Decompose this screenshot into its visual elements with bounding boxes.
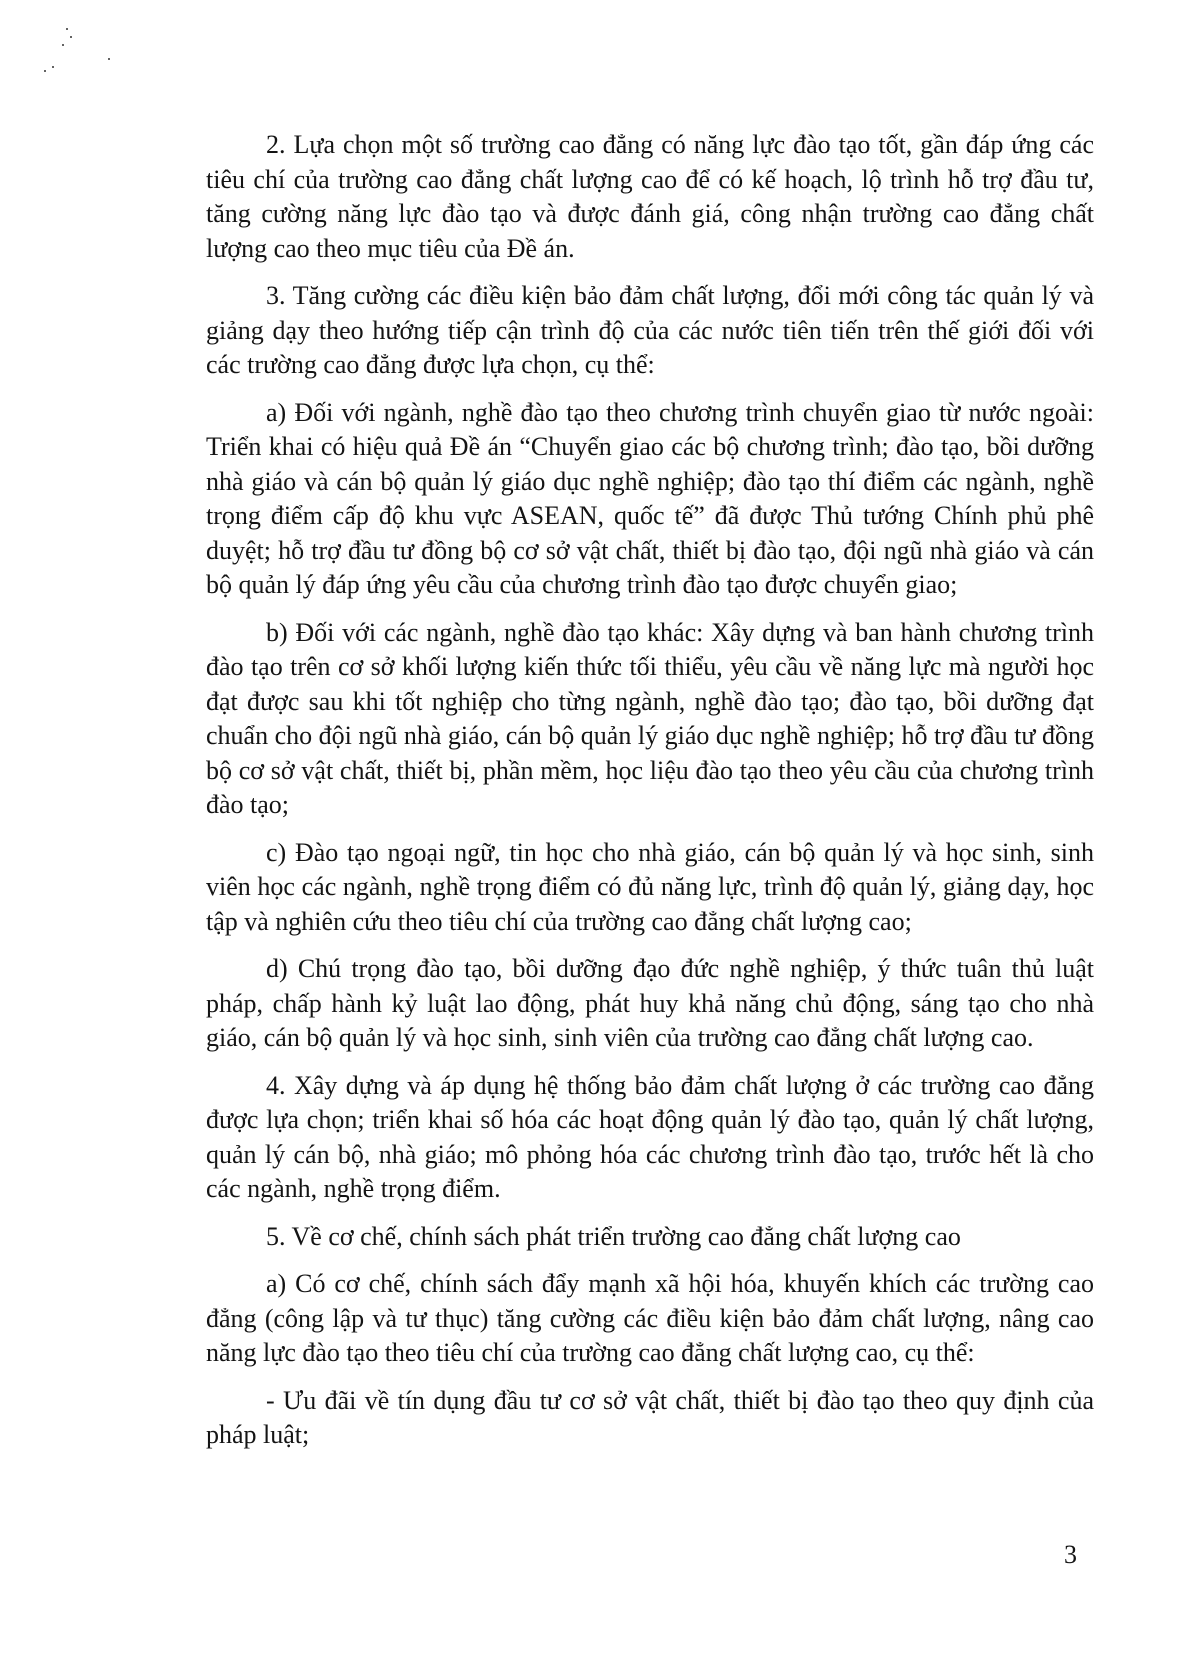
scan-speck [62,44,64,46]
page-number: 3 [1064,1540,1077,1569]
paragraph-section-4: 4. Xây dựng và áp dụng hệ thống bảo đảm chất lượng ở các trường cao đẳng được lựa chọn; triển khai số hóa các hoạt động quản lý đào tạo, quản lý chất lượng, quản lý cán bộ, nhà giáo; mô phỏng hóa các chương trình đào tạo, trước hết là cho các ngành, nghề trọng điểm. [206,1070,1094,1203]
paragraph-item-5a: a) Có cơ chế, chính sách đẩy mạnh xã hội hóa, khuyến khích các trường cao đẳng (công lập và tư thục) tăng cường các điều kiện bảo đảm chất lượng, nâng cao năng lực đào tạo theo tiêu chí của trường cao đẳng chất lượng cao, cụ thể: [206,1269,1094,1367]
document-body [206,128,1094,1466]
scan-speck [52,66,54,68]
paragraph-bullet-credit: - Ưu đãi về tín dụng đầu tư cơ sở vật chất, thiết bị đào tạo theo quy định của pháp luật; [206,1385,1094,1449]
paragraph-item-3c: c) Đào tạo ngoại ngữ, tin học cho nhà giáo, cán bộ quản lý và học sinh, sinh viên học các ngành, nghề trọng điểm có đủ năng lực, trình độ quản lý, giảng dạy, học tập và nghiên cứu theo tiêu chí của trường cao đẳng chất lượng cao; [206,837,1094,936]
paragraph-section-3: 3. Tăng cường các điều kiện bảo đảm chất lượng, đổi mới công tác quản lý và giảng dạy theo hướng tiếp cận trình độ của các nước tiên tiến trên thế giới đối với các trường cao đẳng được lựa chọn, cụ thể: [206,281,1094,379]
paragraph-section-5: 5. Về cơ chế, chính sách phát triển trường cao đẳng chất lượng cao [266,1221,961,1251]
paragraph-item-3b: b) Đối với các ngành, nghề đào tạo khác: Xây dựng và ban hành chương trình đào tạo trên cơ sở khối lượng kiến thức tối thiểu, yêu cầu về năng lực mà người học đạt được sau khi tốt nghiệp cho từng ngành, nghề đào tạo; đào tạo, bồi dưỡng đạt chuẩn cho đội ngũ nhà giáo, cán bộ quản lý giáo dục nghề nghiệp; hỗ trợ đầu tư đồng bộ cơ sở vật chất, thiết bị, phần mềm, học liệu đào tạo theo yêu cầu của chương trình đào tạo; [206,617,1094,819]
paragraph-section-2: 2. Lựa chọn một số trường cao đẳng có năng lực đào tạo tốt, gần đáp ứng các tiêu chí của trường cao đẳng chất lượng cao để có kế hoạch, lộ trình hỗ trợ đầu tư, tăng cường năng lực đào tạo và được đánh giá, công nhận trường cao đẳng chất lượng cao theo mục tiêu của Đề án. [206,130,1094,263]
scan-speck [44,70,46,72]
paragraph-item-3a: a) Đối với ngành, nghề đào tạo theo chương trình chuyển giao từ nước ngoài: Triển khai có hiệu quả Đề án “Chuyển giao các bộ chương trình; đào tạo, bồi dưỡng nhà giáo và cán bộ quản lý giáo dục nghề nghiệp; đào tạo thí điểm các ngành, nghề trọng điểm cấp độ khu vực ASEAN, quốc tế” đã được Thủ tướng Chính phủ phê duyệt; hỗ trợ đầu tư đồng bộ cơ sở vật chất, thiết bị đào tạo, đội ngũ nhà giáo và cán bộ quản lý đáp ứng yêu cầu của chương trình đào tạo được chuyển giao; [206,397,1094,599]
scan-speck [108,58,110,60]
scan-speck [70,36,72,38]
paragraph-item-3d: d) Chú trọng đào tạo, bồi dưỡng đạo đức nghề nghiệp, ý thức tuân thủ luật pháp, chấp hành kỷ luật lao động, phát huy khả năng chủ động, sáng tạo cho nhà giáo, cán bộ quản lý và học sinh, sinh viên của trường cao đẳng chất lượng cao. [206,954,1094,1052]
scan-speck [66,28,68,30]
